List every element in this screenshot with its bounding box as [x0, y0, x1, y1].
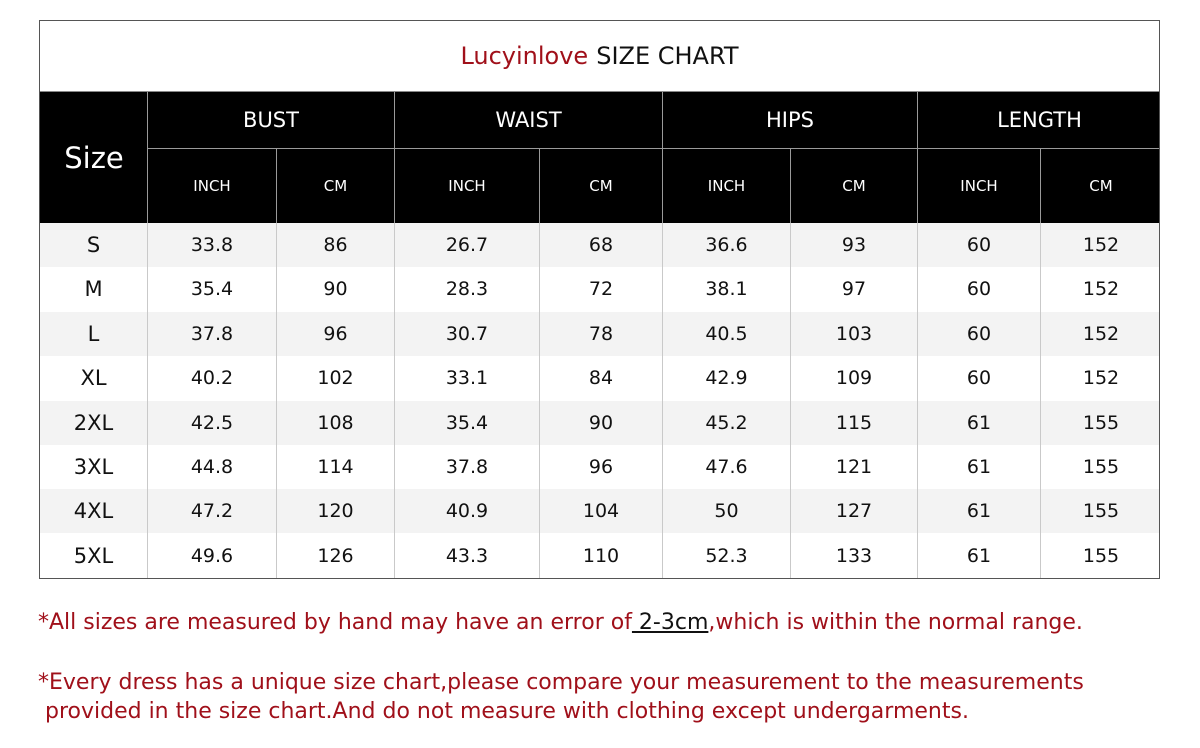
note-range: 2-3cm	[631, 610, 709, 635]
value-cell: 35.4	[445, 412, 489, 434]
note-text: *All sizes are measured by hand may have an error of	[38, 610, 632, 635]
value-cell: 121	[835, 456, 873, 478]
value-cell: 44.8	[190, 456, 234, 478]
table-row	[40, 312, 1159, 356]
value-cell: 97	[841, 278, 867, 300]
note-text: ,which is within the normal range.	[708, 610, 1083, 635]
header-divider	[917, 92, 918, 223]
value-cell: 90	[588, 412, 614, 434]
value-cell: 42.5	[190, 412, 234, 434]
value-cell: 114	[317, 456, 354, 478]
value-cell: 152	[1082, 323, 1120, 345]
length-header: LENGTH	[997, 108, 1082, 132]
table-row	[40, 445, 1159, 489]
value-cell: 104	[582, 500, 620, 522]
value-cell: 47.6	[705, 456, 748, 478]
table-row	[40, 489, 1159, 533]
value-cell: 37.8	[190, 323, 234, 345]
value-cell: 45.2	[705, 412, 748, 434]
value-cell: 115	[835, 412, 873, 434]
note-line: *Every dress has a unique size chart,please compare your measurement to the measurements	[38, 670, 1084, 695]
waist-inch-header: INCH	[448, 177, 486, 195]
value-cell: 60	[966, 234, 992, 256]
value-cell: 60	[966, 323, 992, 345]
value-cell: 127	[835, 500, 873, 522]
value-cell: 152	[1082, 234, 1120, 256]
header-divider	[662, 92, 663, 223]
column-divider	[276, 223, 277, 579]
column-divider	[394, 223, 395, 579]
value-cell: 61	[966, 500, 992, 522]
value-cell: 155	[1082, 412, 1120, 434]
column-divider	[917, 223, 918, 579]
hips-inch-header: INCH	[707, 177, 746, 195]
value-cell: 133	[835, 545, 873, 567]
value-cell: 30.7	[445, 323, 489, 345]
value-cell: 60	[966, 278, 992, 300]
value-cell: 28.3	[445, 278, 489, 300]
value-cell: 61	[966, 412, 992, 434]
value-cell: 60	[966, 367, 992, 389]
measurement-note	[38, 608, 1083, 637]
value-cell: 96	[588, 456, 614, 478]
value-cell: 108	[317, 412, 354, 434]
hips-header: HIPS	[766, 108, 814, 132]
value-cell: 103	[835, 323, 873, 345]
value-cell: 96	[323, 323, 348, 345]
value-cell: 40.5	[705, 323, 748, 345]
value-cell: 37.8	[445, 456, 489, 478]
size-cell: M	[84, 277, 103, 301]
size-cell: 3XL	[73, 455, 114, 479]
value-cell: 40.9	[445, 500, 489, 522]
value-cell: 155	[1082, 500, 1120, 522]
length-cm-header: CM	[1089, 177, 1113, 195]
size-cell: L	[87, 322, 100, 346]
value-cell: 33.8	[190, 234, 234, 256]
bust-cm-header: CM	[323, 177, 348, 195]
value-cell: 61	[966, 456, 992, 478]
size-cell: 2XL	[73, 411, 114, 435]
value-cell: 78	[588, 323, 614, 345]
value-cell: 33.1	[445, 367, 489, 389]
column-divider	[539, 223, 540, 579]
waist-cm-header: CM	[589, 177, 613, 195]
brand-name: Lucyinlove	[460, 42, 589, 70]
value-cell: 40.2	[190, 367, 234, 389]
value-cell: 26.7	[445, 234, 489, 256]
value-cell: 120	[317, 500, 354, 522]
table-header	[40, 92, 1159, 223]
title-text: SIZE CHART	[596, 42, 739, 70]
note-line: provided in the size chart.And do not measure with clothing except undergarments.	[38, 699, 969, 724]
header-divider	[394, 92, 395, 223]
size-cell: 4XL	[73, 499, 114, 523]
value-cell: 152	[1082, 278, 1120, 300]
bust-header: BUST	[243, 108, 299, 132]
value-cell: 155	[1082, 545, 1120, 567]
header-divider	[147, 92, 148, 223]
header-divider	[1040, 149, 1041, 223]
value-cell: 109	[835, 367, 873, 389]
value-cell: 38.1	[705, 278, 748, 300]
table-body	[40, 223, 1159, 579]
size-cell: XL	[80, 366, 107, 390]
chart-title	[40, 21, 1159, 92]
value-cell: 42.9	[705, 367, 748, 389]
value-cell: 84	[588, 367, 614, 389]
value-cell: 102	[317, 367, 354, 389]
waist-header: WAIST	[495, 108, 562, 132]
size-column-header: Size	[64, 140, 124, 175]
column-divider	[147, 223, 148, 579]
header-divider	[790, 149, 791, 223]
value-cell: 36.6	[705, 234, 748, 256]
size-cell: 5XL	[73, 544, 114, 568]
value-cell: 35.4	[190, 278, 234, 300]
value-cell: 126	[317, 545, 354, 567]
column-divider	[790, 223, 791, 579]
hips-cm-header: CM	[842, 177, 866, 195]
comparison-note	[38, 668, 1084, 726]
column-divider	[1040, 223, 1041, 579]
bust-inch-header: INCH	[193, 177, 231, 195]
value-cell: 93	[841, 234, 867, 256]
table-row	[40, 534, 1159, 578]
value-cell: 47.2	[190, 500, 234, 522]
value-cell: 52.3	[705, 545, 748, 567]
value-cell: 68	[588, 234, 614, 256]
value-cell: 72	[588, 278, 614, 300]
value-cell: 110	[582, 545, 620, 567]
header-divider	[148, 148, 1160, 149]
value-cell: 50	[714, 500, 739, 522]
size-chart	[39, 20, 1160, 579]
value-cell: 61	[966, 545, 992, 567]
size-cell: S	[86, 233, 101, 257]
value-cell: 152	[1082, 367, 1120, 389]
header-divider	[539, 149, 540, 223]
header-divider	[276, 149, 277, 223]
column-divider	[662, 223, 663, 579]
value-cell: 86	[323, 234, 348, 256]
value-cell: 49.6	[190, 545, 234, 567]
table-row	[40, 267, 1159, 311]
length-inch-header: INCH	[960, 177, 998, 195]
value-cell: 43.3	[445, 545, 489, 567]
table-row	[40, 401, 1159, 445]
value-cell: 90	[323, 278, 348, 300]
value-cell: 155	[1082, 456, 1120, 478]
table-row	[40, 223, 1159, 267]
table-row	[40, 356, 1159, 400]
